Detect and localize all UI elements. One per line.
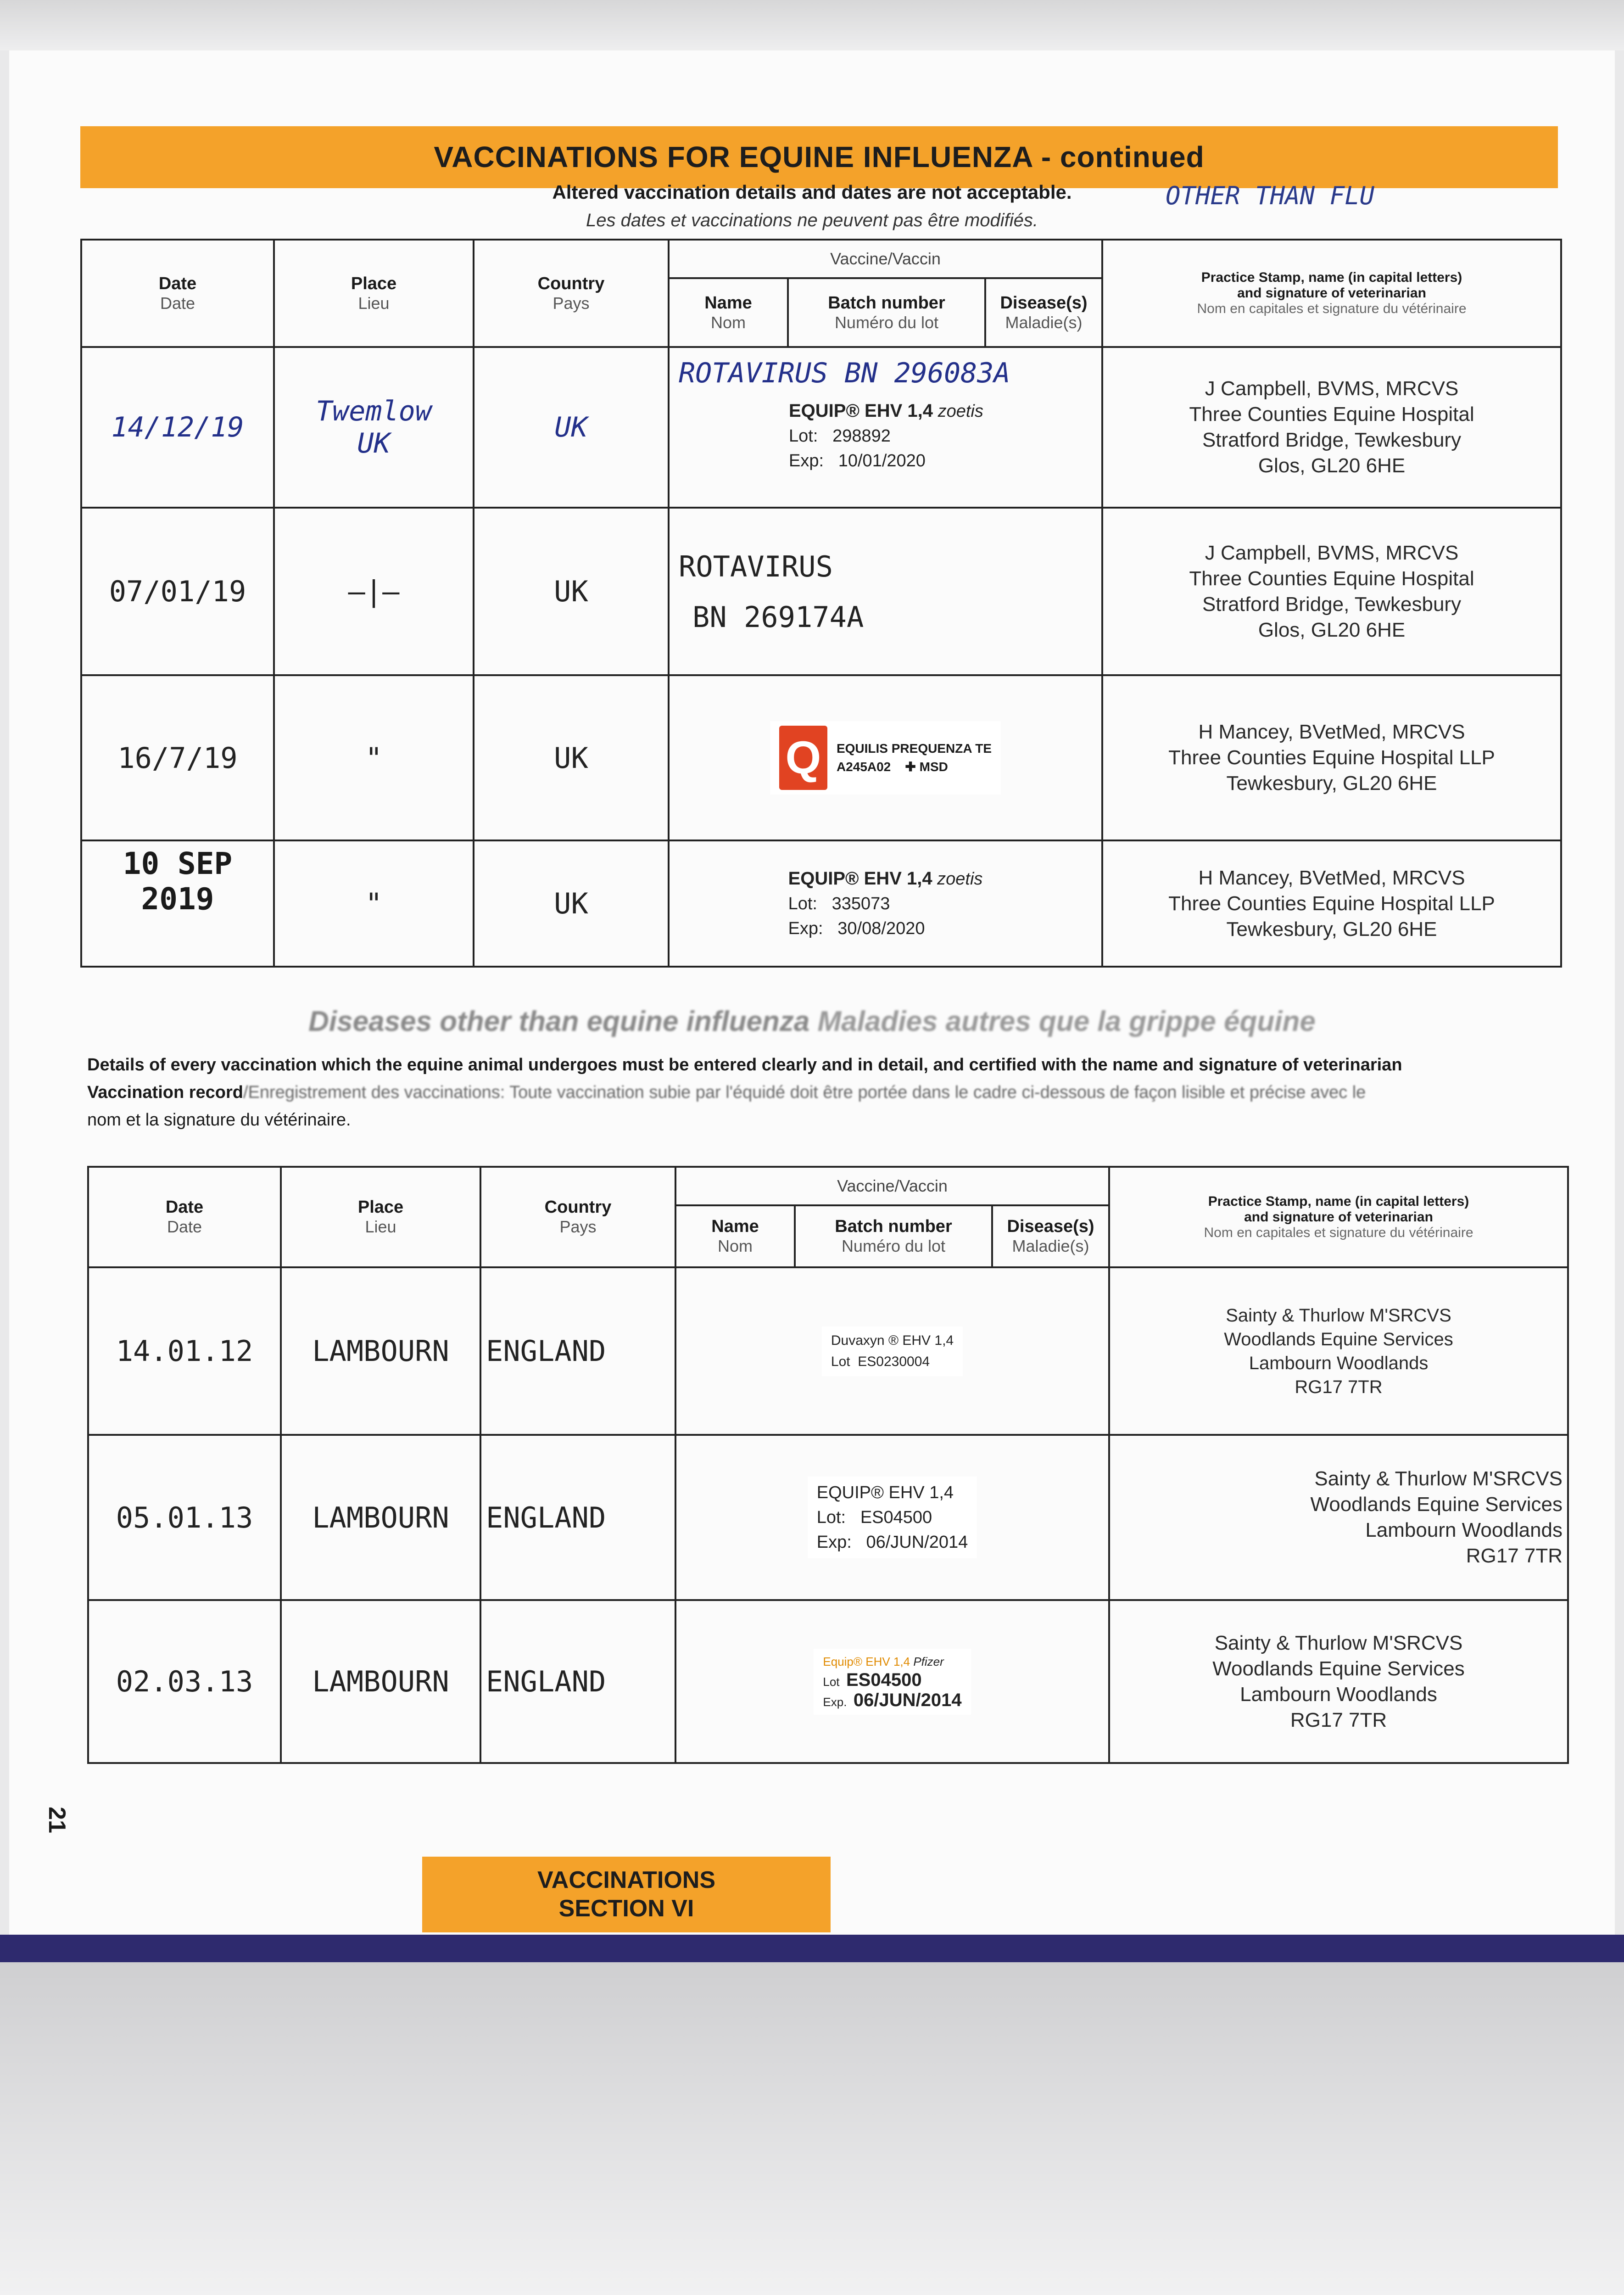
vaccine-label: EQUIP® EHV 1,4 zoetis Lot: 335073 Exp: 30/08/2020 [788, 868, 983, 938]
influenza-vaccination-table [80, 239, 1562, 968]
vaccine-label: Equip® EHV 1,4 Pfizer Lot ES04500 Exp. 06/JUN/2014 [814, 1649, 971, 1715]
date-cell: 16/7/19 [81, 675, 274, 840]
vet-stamp: J Campbell, BVMS, MRCVS Three Counties Equine Hospital Stratford Bridge, Tewkesbury Glos, GL20 6HE [1102, 508, 1561, 675]
col-vaccine: Vaccine/Vaccin [669, 240, 1102, 278]
col-stamp: Practice Stamp, name (in capital letters) and signature of veterinarian Nom en capitales et signature du vétérinaire [1102, 240, 1561, 347]
vaccine-cell [675, 1435, 1109, 1600]
country-cell: UK [474, 508, 669, 675]
country-cell: UK [474, 840, 669, 967]
vaccine-label: EQUIP® EHV 1,4 zoetis Lot: 298892 Exp: 10/01/2020 [789, 401, 983, 470]
batch-handwritten: ROTAVIRUS [679, 550, 833, 583]
place-cell: LAMBOURN [281, 1600, 480, 1763]
country-cell: UK [474, 675, 669, 840]
date-stamp-cell: 10 SEP 2019 [81, 840, 274, 967]
date-cell: 14.01.12 [88, 1267, 281, 1435]
section-title: Diseases other than equine influenza Maladies autres que la grippe équine [308, 1006, 1316, 1037]
top-page-edge [0, 0, 1624, 50]
cover-edge-band [0, 1935, 1624, 1962]
vet-stamp: H Mancey, BVetMed, MRCVS Three Counties Equine Hospital LLP Tewkesbury, GL20 6HE [1102, 840, 1561, 967]
country-cell: ENGLAND [480, 1267, 675, 1435]
vet-stamp: H Mancey, BVetMed, MRCVS Three Counties Equine Hospital LLP Tewkesbury, GL20 6HE [1102, 675, 1561, 840]
vaccine-cell [669, 347, 1102, 508]
place-cell: Twemlow UK [274, 347, 474, 508]
place-cell: LAMBOURN [281, 1435, 480, 1600]
vaccine-cell [669, 508, 1102, 675]
col-disease: Disease(s) Maladie(s) [992, 1205, 1109, 1267]
col-vaccine: Vaccine/Vaccin [675, 1167, 1109, 1205]
place-cell: " [274, 675, 474, 840]
vet-stamp: Sainty & Thurlow M'SRCVS Woodlands Equine Services Lambourn Woodlands RG17 7TR [1109, 1600, 1568, 1763]
section-instructions: Details of every vaccination which the equine animal undergoes must be entered clearly and in detail, and certified with the name and signature of veterinarian Vaccination record/Enregistrement des vaccinations: Toute vaccination subie par l'équidé doit être portée dans le cadre ci-dessous de façon lisible et précise avec le nom et la signature du vétérinaire. [87, 1055, 1402, 1130]
col-country: Country Pays [474, 240, 669, 347]
col-disease: Disease(s) Maladie(s) [985, 278, 1102, 347]
scan-background [0, 1962, 1624, 2295]
table-row [81, 840, 1561, 967]
place-cell: —|— [274, 508, 474, 675]
col-date: Date Date [81, 240, 274, 347]
q-logo-icon: Q [779, 726, 827, 790]
vet-stamp: Sainty & Thurlow M'SRCVS Woodlands Equine Services Lambourn Woodlands RG17 7TR [1109, 1267, 1568, 1435]
country-cell: ENGLAND [480, 1435, 675, 1600]
col-place: Place Lieu [281, 1167, 480, 1267]
table-row [81, 508, 1561, 675]
place-cell: LAMBOURN [281, 1267, 480, 1435]
vaccine-sticker: Q EQUILIS PREQUENZA TE A245A02 ✚ MSD [770, 721, 1001, 795]
country-cell: ENGLAND [480, 1600, 675, 1763]
date-cell: 07/01/19 [81, 508, 274, 675]
date-cell: 05.01.13 [88, 1435, 281, 1600]
msd-logo-icon: ✚ [905, 760, 916, 774]
col-country: Country Pays [480, 1167, 675, 1267]
page-title: VACCINATIONS FOR EQUINE INFLUENZA - continued [80, 126, 1558, 188]
vaccine-label: Duvaxyn ® EHV 1,4 Lot ES0230004 [822, 1327, 963, 1376]
vet-stamp: J Campbell, BVMS, MRCVS Three Counties Equine Hospital Stratford Bridge, Tewkesbury Glos, GL20 6HE [1102, 347, 1561, 508]
notice-fr: Les dates et vaccinations ne peuvent pas être modifiés. [586, 210, 1038, 230]
other-diseases-vaccination-table [87, 1166, 1569, 1764]
country-cell: UK [474, 347, 669, 508]
date-cell: 14/12/19 [81, 347, 274, 508]
section-tab: VACCINATIONS SECTION VI [422, 1857, 831, 1932]
batch-handwritten: ROTAVIRUS BN 296083A [679, 357, 1010, 389]
col-place: Place Lieu [274, 240, 474, 347]
col-name: Name Nom [669, 278, 788, 347]
place-cell: " [274, 840, 474, 967]
vaccine-cell [669, 675, 1102, 840]
vaccine-label: EQUIP® EHV 1,4 Lot: ES04500 Exp: 06/JUN/2014 [808, 1477, 977, 1558]
page-number: 21 [43, 1807, 70, 1833]
col-stamp: Practice Stamp, name (in capital letters) and signature of veterinarian Nom en capitales et signature du vétérinaire [1109, 1167, 1568, 1267]
col-name: Name Nom [675, 1205, 795, 1267]
handwritten-note: OTHER THAN FLU [1166, 181, 1375, 210]
vet-stamp: Sainty & Thurlow M'SRCVS Woodlands Equine Services Lambourn Woodlands RG17 7TR [1109, 1435, 1568, 1600]
table-row [88, 1267, 1568, 1435]
vaccine-cell [675, 1267, 1109, 1435]
table-row [81, 675, 1561, 840]
notice-en: Altered vaccination details and dates are not acceptable. [552, 181, 1072, 203]
col-date: Date Date [88, 1167, 281, 1267]
table-row [88, 1435, 1568, 1600]
col-batch: Batch number Numéro du lot [795, 1205, 992, 1267]
batch-number-handwritten: BN 269174A [692, 600, 864, 634]
vaccine-cell [675, 1600, 1109, 1763]
table-row [81, 347, 1561, 508]
col-batch: Batch number Numéro du lot [788, 278, 985, 347]
vaccine-cell [669, 840, 1102, 967]
table-row [88, 1600, 1568, 1763]
date-cell: 02.03.13 [88, 1600, 281, 1763]
